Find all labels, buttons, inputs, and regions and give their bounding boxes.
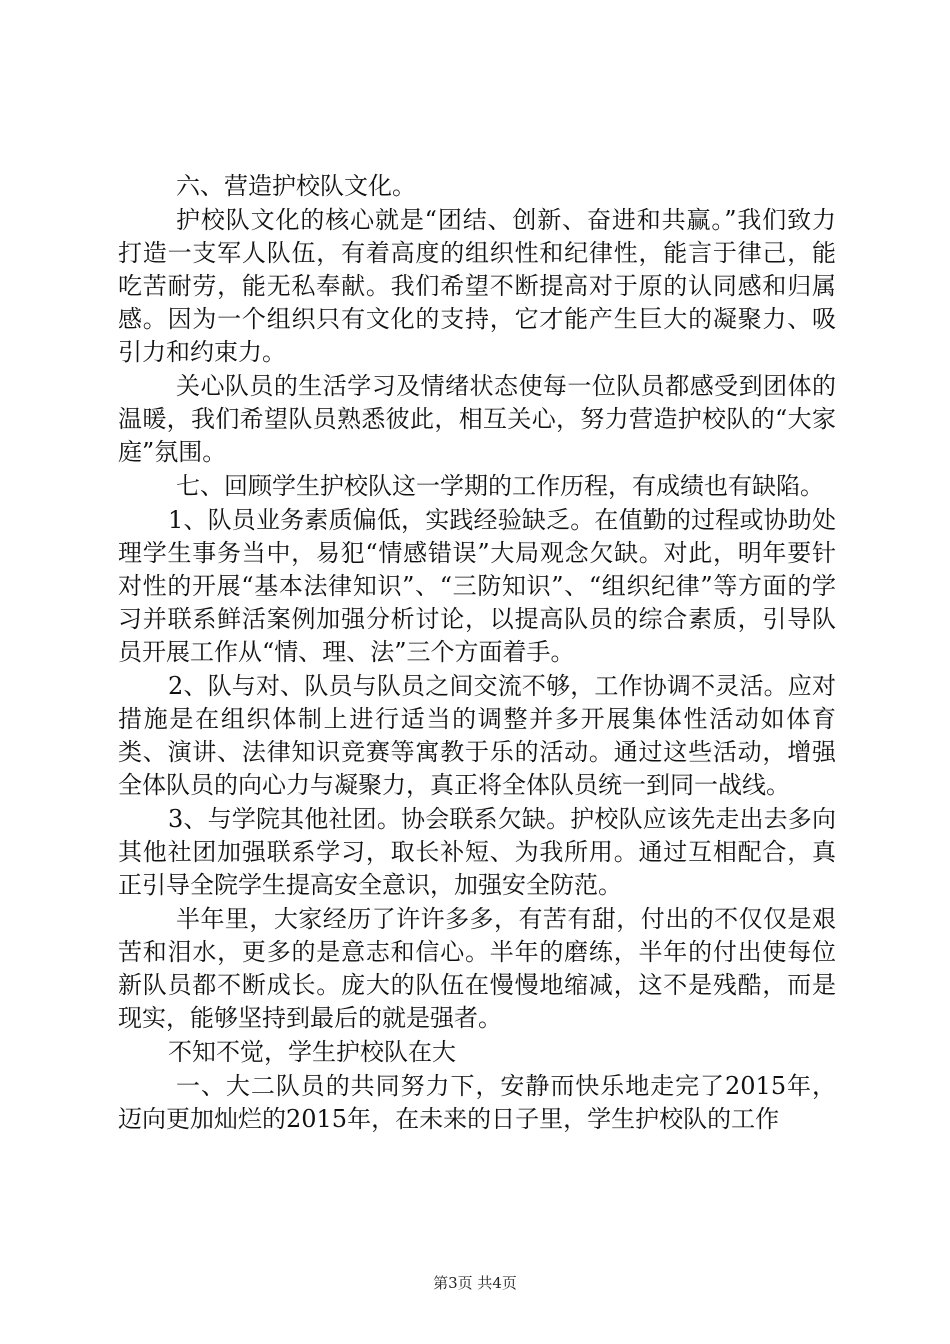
section-heading-six: 六、营造护校队文化。 <box>176 172 416 200</box>
paragraph-unknowingly: 不知不觉，学生护校队在大 <box>168 1038 456 1066</box>
paragraph-joint-effort: 一、大二队员的共同努力下，安静而快乐地走完了2015年，迈向更加灿烂的2015年，在未来的日子里，学生护校队的工作 <box>118 1072 836 1133</box>
paragraph-item-2: 2、队与对、队员与队员之间交流不够，工作协调不灵活。应对措施是在组织体制上进行适当的调整并多开展集体性活动如体育类、演讲、法律知识竞赛等寓教于乐的活动。通过这些活动，增强全体队员的向心力与凝聚力，真正将全体队员统一到同一战线。 <box>118 672 836 799</box>
section-heading-seven: 七、回顾学生护校队这一学期的工作历程，有成绩也有缺陷。 <box>176 472 824 500</box>
paragraph-culture-core: 护校队文化的核心就是“团结、创新、奋进和共赢。”我们致力打造一支军人队伍，有着高度的组织性和纪律性，能言于律己，能吃苦耐劳，能无私奉献。我们希望不断提高对于原的认同感和归属感。因为一个组织只有文化的支持，它才能产生巨大的凝聚力、吸引力和约束力。 <box>118 206 836 366</box>
paragraph-item-3: 3、与学院其他社团。协会联系欠缺。护校队应该先走出去多向其他社团加强联系学习，取长补短、为我所用。通过互相配合，真正引导全院学生提高安全意识，加强安全防范。 <box>118 805 836 899</box>
paragraph-half-year: 半年里，大家经历了许许多多，有苦有甜，付出的不仅仅是艰苦和泪水，更多的是意志和信心。半年的磨练，半年的付出使每位新队员都不断成长。庞大的队伍在慢慢地缩减，这不是残酷，而是现实，能够坚持到最后的就是强者。 <box>118 905 836 1032</box>
page-number-footer: 第3页 共4页 <box>433 1274 517 1292</box>
paragraph-care-members: 关心队员的生活学习及情绪状态使每一位队员都感受到团体的温暖，我们希望队员熟悉彼此，相互关心，努力营造护校队的“大家庭”氛围。 <box>118 372 836 466</box>
paragraph-item-1: 1、队员业务素质偏低，实践经验缺乏。在值勤的过程或协助处理学生事务当中，易犯“情感错误”大局观念欠缺。对此，明年要针对性的开展“基本法律知识”、“三防知识”、“组织纪律”等方面的学习并联系鲜活案例加强分析讨论，以提高队员的综合素质，引导队员开展工作从“情、理、法”三个方面着手。 <box>118 506 836 666</box>
document-body <box>118 170 836 1137</box>
